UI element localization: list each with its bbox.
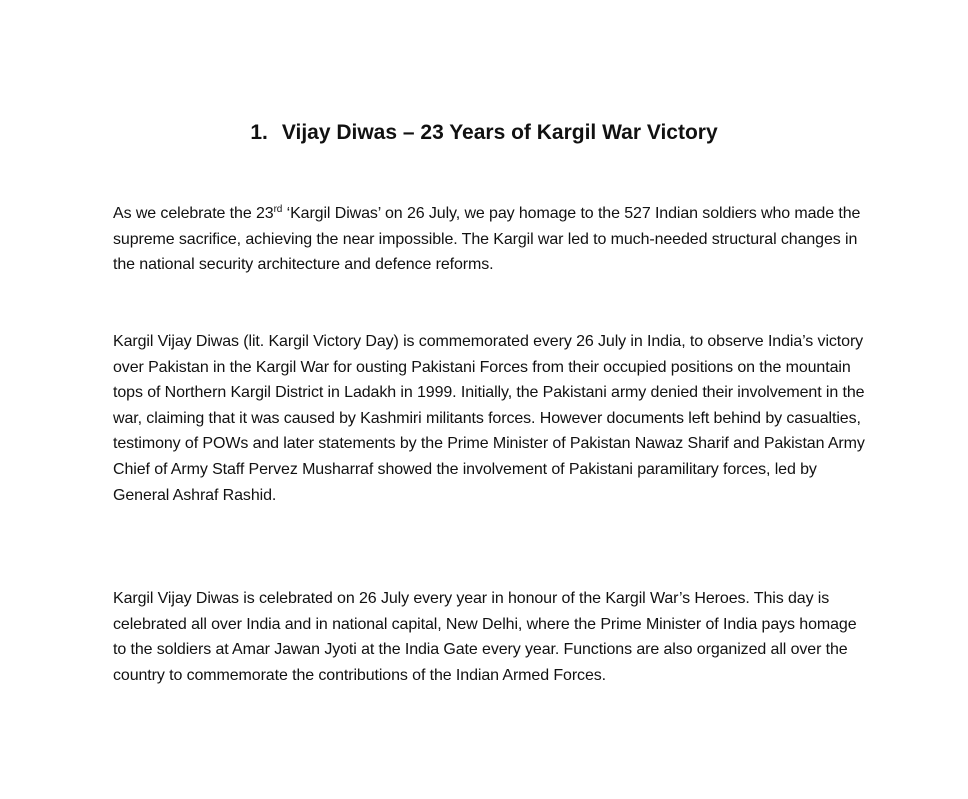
- page-title: [0, 118, 968, 148]
- ordinal-superscript: rd: [273, 204, 283, 215]
- heading-title: Vijay Diwas – 23 Years of Kargil War Victory: [281, 121, 718, 144]
- paragraph-celebration: Kargil Vijay Diwas is celebrated on 26 July every year in honour of the Kargil War’s Heroes. This day is celebrated all over India and in national capital, New Delhi, where the Prime Minister of India pays homage to the soldiers at Amar Jawan Jyoti at the India Gate every year. Functions are also organized all over the country to commemorate the contributions of the Indian Armed Forces.: [113, 590, 857, 684]
- paragraph-intro: [113, 201, 873, 278]
- paragraph-intro-text-start: As we celebrate the 23: [113, 205, 274, 222]
- paragraph-history: Kargil Vijay Diwas (lit. Kargil Victory Day) is commemorated every 26 July in India, to observe India’s victory over Pakistan in the Kargil War for ousting Pakistani Forces from their occupied positions on the mountain tops of Northern Kargil District in Ladakh in 1999. Initially, the Pakistani army denied their involvement in the war, claiming that it was caused by Kashmiri militants forces. However documents left behind by casualties, testimony of POWs and later statements by the Prime Minister of Pakistan Nawaz Sharif and Pakistan Army Chief of Army Staff Pervez Musharraf showed the involvement of Pakistani paramilitary forces, led by General Ashraf Rashid.: [113, 333, 865, 504]
- heading-number: 1.: [250, 121, 268, 144]
- paragraph-intro-text-end: ‘Kargil Diwas’ on 26 July, we pay homage to the 527 Indian soldiers who made the supreme sacrifice, achieving the near impossible. The Kargil war led to much-needed structural changes in the national security architecture and defence reforms.: [113, 205, 861, 274]
